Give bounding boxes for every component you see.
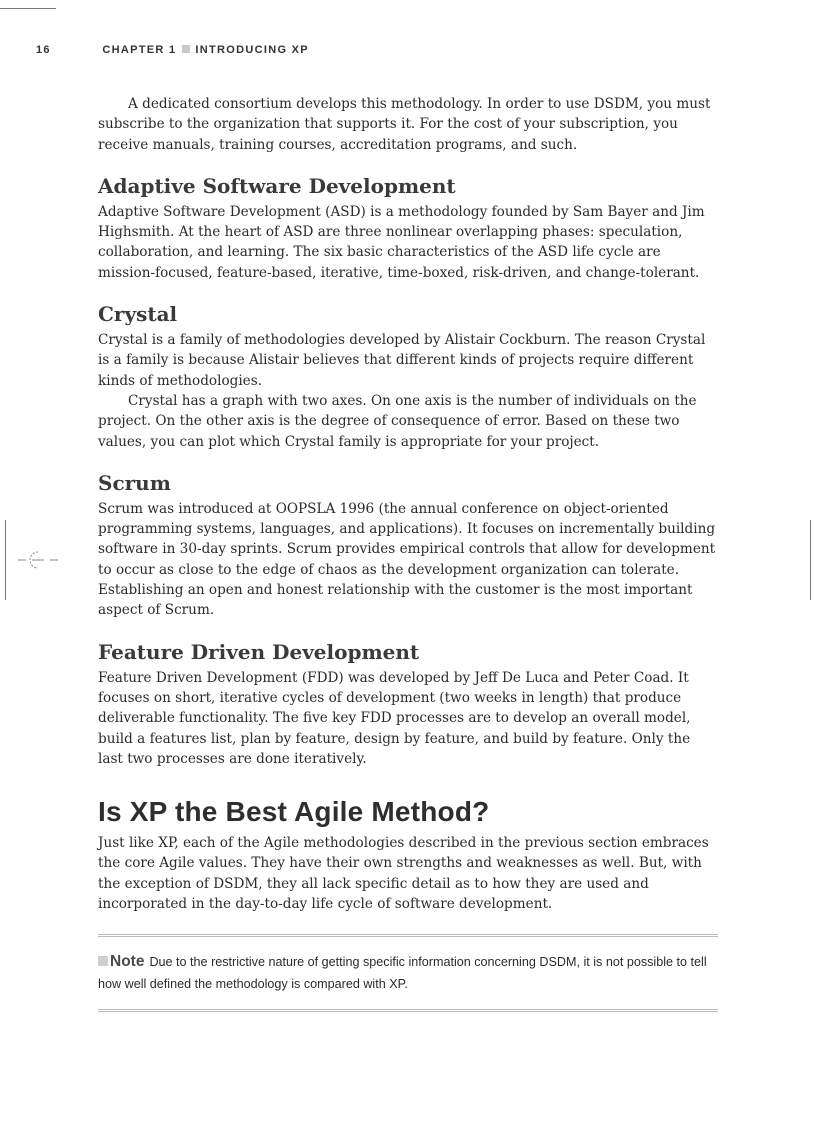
crop-mark-right [810, 520, 811, 600]
chapter-label: CHAPTER 1 [102, 44, 177, 56]
intro-paragraph: A dedicated consortium develops this methodology. In order to use DSDM, you must subscribe to the organization that supports it. For the cost of your subscription, you receive manuals, training courses, accreditation programs, and such. [98, 96, 711, 153]
main-heading: Is XP the Best Agile Method? [98, 796, 490, 828]
crop-mark-top [0, 8, 56, 9]
main-paragraph: Just like XP, each of the Agile methodologies described in the previous section embraces the core Agile values. They have their own strengths and weaknesses as well. But, with the exception of DSDM, they all lack specific detail as to how they are used and incorporated in the day-to-day life cycle of software development. [98, 835, 709, 913]
note-box [98, 934, 718, 1012]
note-label: Note [110, 953, 145, 971]
note-square-icon [98, 956, 108, 966]
section-paragraph: Scrum was introduced at OOPSLA 1996 (the annual conference on object-oriented programming systems, languages, and applications). It focuses on incrementally building software in 30-day sprints. Scrum provides empirical controls that allow for development to occur as close to the edge of chaos as the development organization can tolerate. Establishing an open and honest relationship with the customer is the most important aspect of Scrum. [98, 500, 716, 619]
page-number: 16 [36, 44, 51, 56]
section-crystal [98, 301, 718, 452]
page-body [98, 94, 718, 1012]
section-heading: Feature Driven Development [98, 639, 420, 664]
square-bullet-icon [182, 45, 190, 53]
registration-mark-icon [18, 548, 64, 572]
section-paragraph: Feature Driven Development (FDD) was developed by Jeff De Luca and Peter Coad. It focuses on short, iterative cycles of development (two weeks in length) that produce deliverable functionality. The five key FDD processes are to develop an overall model, build a features list, plan by feature, design by feature, and build by feature. Only the last two processes are done iteratively. [98, 669, 691, 767]
section-paragraph: Crystal has a graph with two axes. On one axis is the number of individuals on the project. On the other axis is the degree of consequence of error. Based on these two values, you can plot which Crystal family is appropriate for your project. [98, 392, 697, 450]
section-heading: Adaptive Software Development [98, 173, 456, 198]
section-fdd [98, 639, 718, 769]
section-heading: Crystal [98, 302, 178, 327]
section-heading: Scrum [98, 470, 171, 495]
section-scrum [98, 470, 718, 621]
crop-mark-left [5, 520, 6, 600]
running-head [36, 44, 309, 56]
section-paragraph: Crystal is a family of methodologies developed by Alistair Cockburn. The reason Crystal is a family is because Alistair believes that different kinds of projects require different kinds of methodologies. [98, 332, 706, 389]
chapter-name: INTRODUCING XP [195, 44, 309, 56]
note-text: Due to the restrictive nature of getting specific information concerning DSDM, it is not possible to tell how well defined the methodology is compared with XP. [98, 955, 707, 992]
note-content [98, 951, 718, 995]
section-paragraph: Adaptive Software Development (ASD) is a methodology founded by Sam Bayer and Jim Highsmith. At the heart of ASD are three nonlinear overlapping phases: speculation, collaboration, and learning. The six basic characteristics of the ASD life cycle are mission-focused, feature-based, iterative, time-boxed, risk-driven, and change-tolerant. [98, 203, 705, 281]
section-asd [98, 173, 718, 283]
